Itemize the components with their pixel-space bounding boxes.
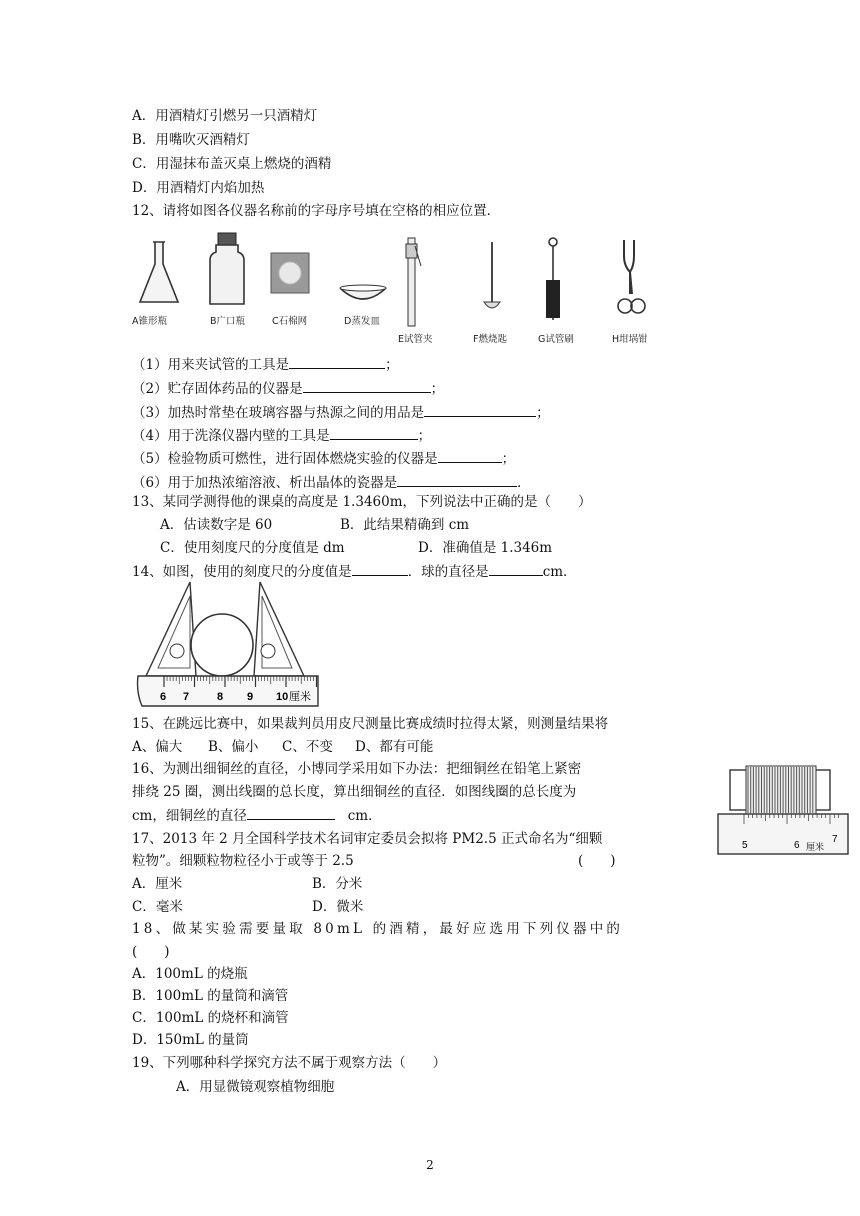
ruler-tick-label: 7 <box>183 691 190 703</box>
answer-blank[interactable] <box>330 425 418 440</box>
test-tube-brush-icon <box>540 236 566 322</box>
q13-option-b: B．此结果精确到 cm <box>340 517 470 533</box>
q17-line-2: 粒物”。细颗粒物粒径小于或等于 2.5 <box>132 853 354 869</box>
q12-item-2: （2）贮存固体药品的仪器是 ； <box>132 378 444 399</box>
q17-option-b: B．分米 <box>312 876 363 892</box>
q12-item-3: （3）加热时常垫在玻璃容器与热源之间的用品是 ； <box>132 402 550 423</box>
q13-option-c: C．使用刻度尺的分度值是 dm <box>160 540 345 556</box>
label-f: F燃烧匙 <box>473 334 507 345</box>
label-a: A锥形瓶 <box>132 316 167 327</box>
q11-option-b: B．用嘴吹灭酒精灯 <box>132 132 250 148</box>
q13-stem: 13、某同学测得他的课桌的高度是 1.3460m，下列说法中正确的是（ ） <box>132 494 592 510</box>
q14-stem: 14、如图，使用的刻度尺的分度值是 ．球的直径是 cm． <box>132 561 577 582</box>
ruler-ball-figure <box>134 580 320 710</box>
wide-mouth-bottle-icon <box>207 230 247 308</box>
answer-blank[interactable] <box>397 472 517 487</box>
q17-answer-paren: ( ) <box>578 853 616 869</box>
label-d: D蒸发皿 <box>344 316 380 327</box>
q16-line-1: 16、为测出细铜丝的直径，小博同学采用如下办法：把细铜丝在铅笔上紧密 <box>132 761 582 777</box>
answer-blank[interactable] <box>438 448 502 463</box>
q18-option-b: B．100mL 的量筒和滴管 <box>132 988 289 1004</box>
asbestos-gauze-icon <box>270 252 310 294</box>
answer-blank[interactable] <box>352 561 408 576</box>
coil-ruler-figure <box>716 752 850 856</box>
answer-blank[interactable] <box>303 378 431 393</box>
q18-answer-paren: ( ) <box>132 944 170 960</box>
q16-line-2: 排绕 25 圈，测出线圈的总长度，算出细铜丝的直径．如图线圈的总长度为 <box>132 784 577 800</box>
q11-option-a: A．用酒精灯引燃另一只酒精灯 <box>132 108 318 124</box>
ruler-tick-label: 7 <box>832 834 838 845</box>
q17-option-a: A．厘米 <box>132 876 183 892</box>
q15-stem: 15、在跳远比赛中，如果裁判员用皮尺测量比赛成绩时拉得太紧，则测量结果将 <box>132 716 609 732</box>
page-number: 2 <box>426 1158 434 1172</box>
q19-stem: 19、下列哪种科学探究方法不属于观察方法（ ） <box>132 1055 447 1071</box>
q16-line-3: cm，细铜丝的直径 cm． <box>132 805 382 826</box>
ruler-unit-label: 厘米 <box>289 690 311 703</box>
q13-option-a: A．估读数字是 60 <box>160 517 273 533</box>
q11-option-c: C．用湿抹布盖灭桌上燃烧的酒精 <box>132 156 332 172</box>
answer-blank[interactable] <box>289 354 385 369</box>
label-e: E试管夹 <box>398 334 433 345</box>
q17-option-c: C．毫米 <box>132 899 183 915</box>
q15-option-d: D、都有可能 <box>355 739 434 755</box>
combustion-spoon-icon <box>480 240 504 316</box>
q18-option-c: C．100mL 的烧杯和滴管 <box>132 1010 289 1026</box>
test-tube-holder-icon <box>402 236 424 328</box>
ruler-tick-label: 6 <box>160 691 167 703</box>
q15-option-a: A、偏大 <box>132 739 183 755</box>
crucible-tongs-icon <box>614 236 648 318</box>
q18-option-d: D．150mL 的量筒 <box>132 1032 249 1048</box>
answer-blank[interactable] <box>247 805 335 820</box>
q19-option-a: A．用显微镜观察植物细胞 <box>176 1079 335 1095</box>
q18-line-1: 18、做某实验需要量取 80mL 的酒精，最好应选用下列仪器中的 <box>132 921 624 937</box>
answer-blank[interactable] <box>489 561 543 576</box>
q13-option-d: D．准确值是 1.346m <box>418 540 553 556</box>
q18-option-a: A．100mL 的烧瓶 <box>132 966 248 982</box>
label-c: C石棉网 <box>272 316 308 327</box>
answer-blank[interactable] <box>424 402 536 417</box>
flask-icon <box>135 238 183 308</box>
ruler-tick-label: 6 <box>794 840 800 851</box>
q15-option-c: C、不变 <box>282 739 333 755</box>
label-b: B广口瓶 <box>210 316 246 327</box>
label-g: G试管刷 <box>538 334 574 345</box>
q17-option-d: D．微米 <box>312 899 364 915</box>
ruler-tick-label: 8 <box>217 691 224 703</box>
ruler-tick-label: 9 <box>247 691 254 703</box>
ruler-unit-label: 厘米 <box>806 843 825 853</box>
q12-stem: 12、请将如图各仪器名称前的字母序号填在空格的相应位置． <box>132 203 501 219</box>
evaporating-dish-icon <box>338 284 388 306</box>
ruler-tick-label: 10 <box>276 691 289 703</box>
q17-line-1: 17、2013 年 2 月全国科学技术名词审定委员会拟将 PM2.5 正式命名为“细颗 <box>132 831 603 847</box>
q15-option-b: B、偏小 <box>208 739 259 755</box>
q12-item-4: （4）用于洗涤仪器内壁的工具是 ； <box>132 425 431 446</box>
q12-item-5: （5）检验物质可燃性，进行固体燃烧实验的仪器是 ； <box>132 448 515 469</box>
label-h: H坩埚钳 <box>612 334 648 345</box>
q12-item-1: （1）用来夹试管的工具是 ； <box>132 354 399 375</box>
q12-item-6: （6）用于加热浓缩溶液、析出晶体的瓷器是 ． <box>132 472 531 493</box>
ruler-tick-label: 5 <box>742 840 748 851</box>
q11-option-d: D．用酒精灯内焰加热 <box>132 180 265 196</box>
